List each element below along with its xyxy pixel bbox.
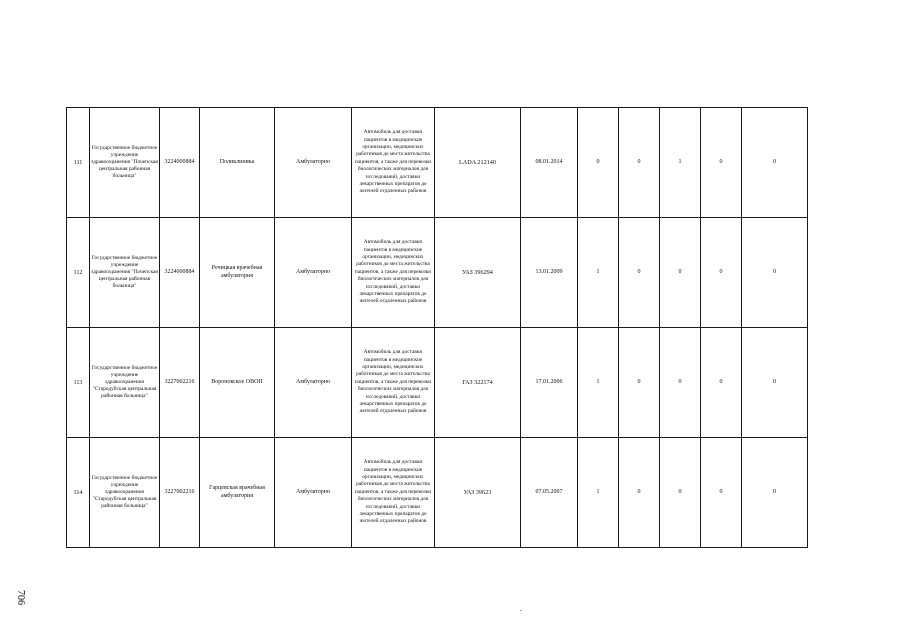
registration-date: 13.01.2009 bbox=[521, 218, 578, 328]
count-cell: 0 bbox=[742, 218, 808, 328]
inn-code: 3224000884 bbox=[160, 108, 200, 218]
vehicle-purpose: Автомобиль для доставки пациентов в медицинские организации, медицинских работников до места жительства пациентов, а также для перевозки биологических материалов для исследований, доставки лекарственных препаратов до жителей отдаленных районов bbox=[352, 438, 435, 548]
count-cell: 0 bbox=[619, 108, 660, 218]
registration-date: 07.05.2007 bbox=[521, 438, 578, 548]
registration-date: 17.01.2006 bbox=[521, 328, 578, 438]
table-row bbox=[67, 328, 808, 438]
count-cell: 0 bbox=[660, 438, 701, 548]
vehicle-model: LADA 212140 bbox=[435, 108, 521, 218]
count-cell: 0 bbox=[619, 438, 660, 548]
count-cell: 0 bbox=[660, 218, 701, 328]
care-type: Амбулаторно bbox=[275, 218, 352, 328]
count-cell: 0 bbox=[660, 328, 701, 438]
subdivision-name: Речицкая врачебная амбулатория bbox=[200, 218, 275, 328]
count-cell: 0 bbox=[701, 438, 742, 548]
vehicle-model: УАЗ 39623 bbox=[435, 438, 521, 548]
vehicle-purpose: Автомобиль для доставки пациентов в медицинские организации, медицинских работников до места жительства пациентов, а также для перевозки биологических материалов для исследований, доставки лекарственных препаратов до жителей отдаленных районов bbox=[352, 328, 435, 438]
organization-name: Государственное бюджетное учреждение здравоохранения "Стародубская центральная районная больница" bbox=[90, 328, 160, 438]
count-cell: 0 bbox=[701, 218, 742, 328]
count-cell: 0 bbox=[619, 328, 660, 438]
count-cell: 1 bbox=[660, 108, 701, 218]
count-cell: 0 bbox=[742, 438, 808, 548]
subdivision-name: Воронокское ОВОП bbox=[200, 328, 275, 438]
inn-code: 3227002216 bbox=[160, 438, 200, 548]
care-type: Амбулаторно bbox=[275, 328, 352, 438]
table-row bbox=[67, 108, 808, 218]
scan-speck bbox=[520, 610, 522, 611]
row-number: 111 bbox=[67, 108, 90, 218]
vehicle-purpose: Автомобиль для доставки пациентов в медицинские организации, медицинских работников до места жительства пациентов, а также для перевозки биологических материалов для исследований, доставки лекарственных препаратов до жителей отдаленных районов bbox=[352, 218, 435, 328]
count-cell: 0 bbox=[742, 328, 808, 438]
row-number: 112 bbox=[67, 218, 90, 328]
row-number: 114 bbox=[67, 438, 90, 548]
count-cell: 1 bbox=[578, 438, 619, 548]
count-cell: 0 bbox=[701, 328, 742, 438]
count-cell: 1 bbox=[578, 328, 619, 438]
table-row bbox=[67, 218, 808, 328]
vehicle-registry-table bbox=[66, 107, 808, 548]
table-row bbox=[67, 438, 808, 548]
vehicle-model: УАЗ 396294 bbox=[435, 218, 521, 328]
care-type: Амбулаторно bbox=[275, 438, 352, 548]
inn-code: 3224000884 bbox=[160, 218, 200, 328]
subdivision-name: Поликлиника bbox=[200, 108, 275, 218]
count-cell: 0 bbox=[619, 218, 660, 328]
inn-code: 3227002216 bbox=[160, 328, 200, 438]
row-number: 113 bbox=[67, 328, 90, 438]
care-type: Амбулаторно bbox=[275, 108, 352, 218]
organization-name: Государственное бюджетное учреждение здравоохранения "Стародубская центральная районная больница" bbox=[90, 438, 160, 548]
vehicle-model: ГАЗ 322174 bbox=[435, 328, 521, 438]
count-cell: 0 bbox=[578, 108, 619, 218]
page-number: 706 bbox=[15, 590, 26, 605]
registration-date: 08.01.2014 bbox=[521, 108, 578, 218]
count-cell: 0 bbox=[742, 108, 808, 218]
count-cell: 1 bbox=[578, 218, 619, 328]
organization-name: Государственное бюджетное учреждение здравоохранения "Почепская центральная районная больница" bbox=[90, 108, 160, 218]
count-cell: 0 bbox=[701, 108, 742, 218]
subdivision-name: Гарцевская врачебная амбулатория bbox=[200, 438, 275, 548]
vehicle-purpose: Автомобиль для доставки пациентов в медицинские организации, медицинских работников до места жительства пациентов, а также для перевозки биологических материалов для исследований, доставки лекарственных препаратов до жителей отдаленных районов bbox=[352, 108, 435, 218]
organization-name: Государственное бюджетное учреждение здравоохранения "Почепская центральная районная больница" bbox=[90, 218, 160, 328]
